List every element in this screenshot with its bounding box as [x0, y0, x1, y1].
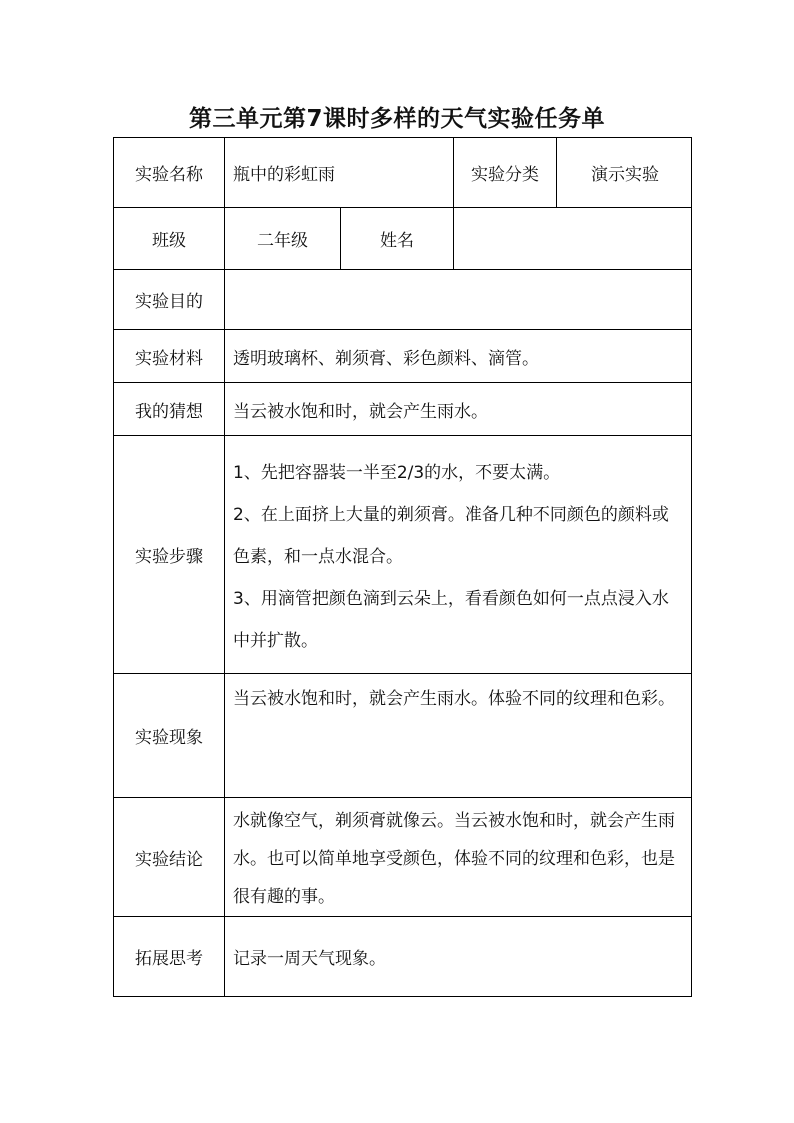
purpose-value[interactable]	[225, 270, 692, 330]
row-purpose	[114, 270, 692, 330]
row-experiment-name	[114, 138, 692, 208]
row-phenomenon	[114, 674, 692, 798]
guess-label: 我的猜想	[114, 383, 225, 436]
steps-label: 实验步骤	[114, 436, 225, 674]
experiment-category-value[interactable]: 演示实验	[591, 165, 659, 185]
experiment-category-label: 实验分类	[454, 138, 557, 207]
row-extension	[114, 917, 692, 997]
step-item: 1、先把容器装一半至2/3的水，不要太满。	[233, 462, 561, 483]
conclusion-label: 实验结论	[114, 798, 225, 917]
row-steps	[114, 436, 692, 674]
extension-label: 拓展思考	[114, 917, 225, 997]
row-class	[114, 208, 692, 270]
class-label: 班级	[114, 208, 225, 270]
row-guess	[114, 383, 692, 436]
phenomenon-label: 实验现象	[114, 674, 225, 798]
row-materials	[114, 330, 692, 383]
materials-label: 实验材料	[114, 330, 225, 383]
materials-value[interactable]: 透明玻璃杯、剃须膏、彩色颜料、滴管。	[225, 330, 692, 383]
extension-value[interactable]: 记录一周天气现象。	[225, 917, 692, 997]
page-title: 第三单元第7课时多样的天气实验任务单	[188, 106, 605, 132]
experiment-name-value[interactable]: 瓶中的彩虹雨	[225, 138, 454, 208]
phenomenon-value[interactable]: 当云被水饱和时，就会产生雨水。体验不同的纹理和色彩。	[225, 674, 692, 798]
class-value[interactable]: 二年级	[225, 208, 341, 270]
task-sheet-table	[113, 137, 692, 997]
steps-value[interactable]	[225, 436, 692, 674]
step-item: 2、在上面挤上大量的剃须膏。准备几种不同颜色的颜料或色素，和一点水混合。	[233, 504, 669, 567]
experiment-name-label: 实验名称	[114, 138, 225, 208]
student-name-label: 姓名	[341, 208, 454, 270]
step-item: 3、用滴管把颜色滴到云朵上，看看颜色如何一点点浸入水中并扩散。	[233, 588, 669, 651]
student-name-value[interactable]	[454, 208, 692, 270]
purpose-label: 实验目的	[114, 270, 225, 330]
guess-value[interactable]: 当云被水饱和时，就会产生雨水。	[225, 383, 692, 436]
conclusion-value[interactable]: 水就像空气，剃须膏就像云。当云被水饱和时，就会产生雨水。也可以简单地享受颜色，体验不同的纹理和色彩，也是很有趣的事。	[225, 798, 692, 917]
row-conclusion	[114, 798, 692, 917]
